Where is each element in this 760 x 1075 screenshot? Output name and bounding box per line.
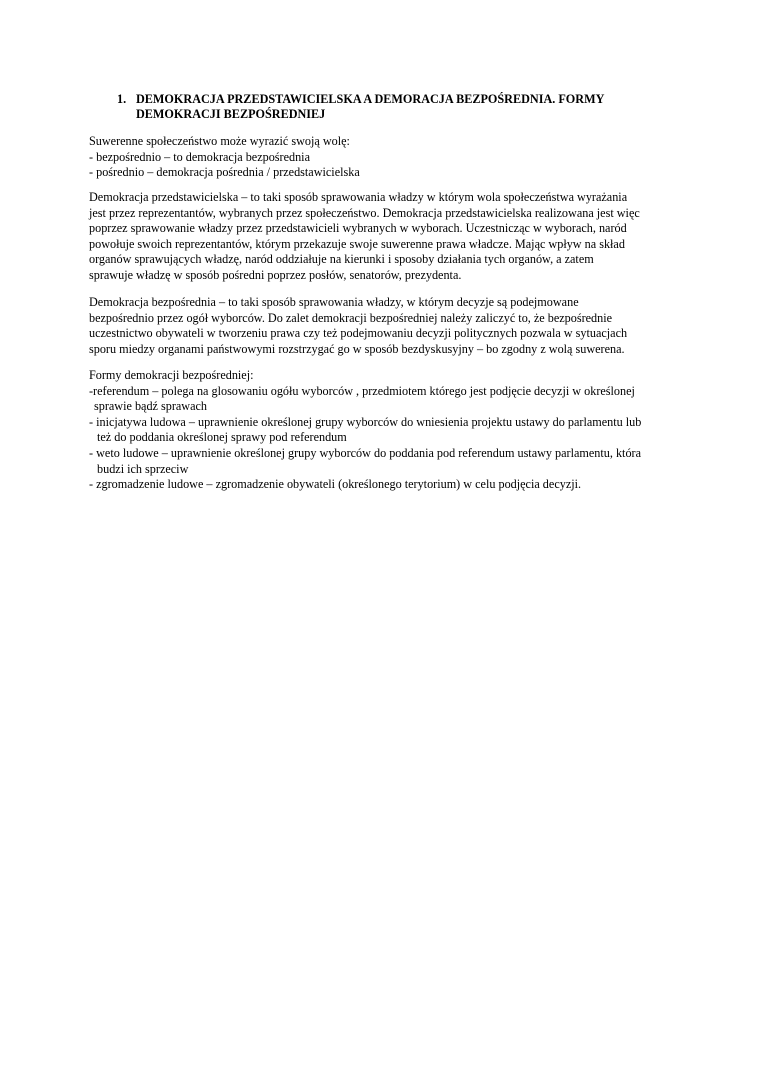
paragraph-line: uczestnictwo obywateli w tworzeniu prawa czy też podejmowaniu decyzji politycznych pozwala w sytuacjach	[89, 326, 628, 341]
paragraph-line: poprzez sprawowanie władzy przez przedstawicieli wybranych w wyborach. Uczestnicząc w wyborach, naród	[89, 221, 627, 236]
forms-heading: Formy demokracji bezpośredniej:	[89, 368, 254, 382]
paragraph-line: organów sprawujących władzę, naród oddziałuje na kierunki i sposoby działania tych organów, a zatem	[89, 252, 594, 267]
list-item-continuation: budzi ich sprzeciw	[97, 461, 189, 476]
section-heading	[117, 92, 677, 122]
list-item: -referendum – polega na glosowaniu ogółu wyborców , przedmiotem którego jest podjęcie decyzji w określonej	[89, 383, 635, 398]
forms-list	[89, 368, 689, 493]
paragraph-line: jest przez reprezentantów, wybranych przez społeczeństwo. Demokracja przedstawicielska realizowana jest więc	[89, 205, 640, 220]
intro-line: Suwerenne społeczeństwo może wyrazić swoją wolę:	[89, 134, 350, 148]
heading-title: DEMOKRACJA PRZEDSTAWICIELSKA A DEMORACJA BEZPOŚREDNIA. FORMY DEMOKRACJI BEZPOŚREDNIEJ	[136, 92, 604, 121]
heading-number: 1.	[117, 92, 127, 106]
list-item-continuation: też do poddania określonej sprawy pod referendum	[97, 430, 347, 445]
paragraph-line: Demokracja bezpośrednia – to taki sposób sprawowania władzy, w którym decyzje są podejmowane	[89, 295, 579, 309]
paragraph-line: sporu miedzy organami państwowymi rozstrzygać go w sposób bezdyskusyjny – bo zgodny z wolą suwerena.	[89, 341, 625, 356]
paragraph-line: powołuje swoich reprezentantów, którym przekazuje swoje suwerenne prawa władcze. Mając wpływ na skład	[89, 236, 625, 251]
list-item: - weto ludowe – uprawnienie określonej grupy wyborców do poddania pod referendum ustawy parlamentu, która	[89, 445, 642, 460]
paragraph-line: bezpośrednio przez ogół wyborców. Do zalet demokracji bezpośredniej należy zaliczyć to, że bezpośrednie	[89, 310, 613, 325]
intro-paragraph	[89, 134, 689, 181]
intro-line: - pośrednio – demokracja pośrednia / przedstawicielska	[89, 165, 360, 180]
paragraph-line: Demokracja przedstawicielska – to taki sposób sprawowania władzy w którym wola społeczeństwa wyrażania	[89, 190, 628, 204]
representative-democracy-paragraph	[89, 190, 689, 284]
list-item: - zgromadzenie ludowe – zgromadzenie obywateli (określonego terytorium) w celu podjęcia decyzji.	[89, 477, 582, 492]
list-item: - inicjatywa ludowa – uprawnienie określonej grupy wyborców do wniesienia projektu ustawy do parlamentu lub	[89, 414, 642, 429]
direct-democracy-paragraph	[89, 295, 689, 357]
intro-line: - bezpośrednio – to demokracja bezpośrednia	[89, 149, 310, 164]
paragraph-line: sprawuje władzę w sposób pośredni poprzez posłów, senatorów, prezydenta.	[89, 267, 462, 282]
list-item-continuation: sprawie bądź sprawach	[94, 399, 208, 414]
